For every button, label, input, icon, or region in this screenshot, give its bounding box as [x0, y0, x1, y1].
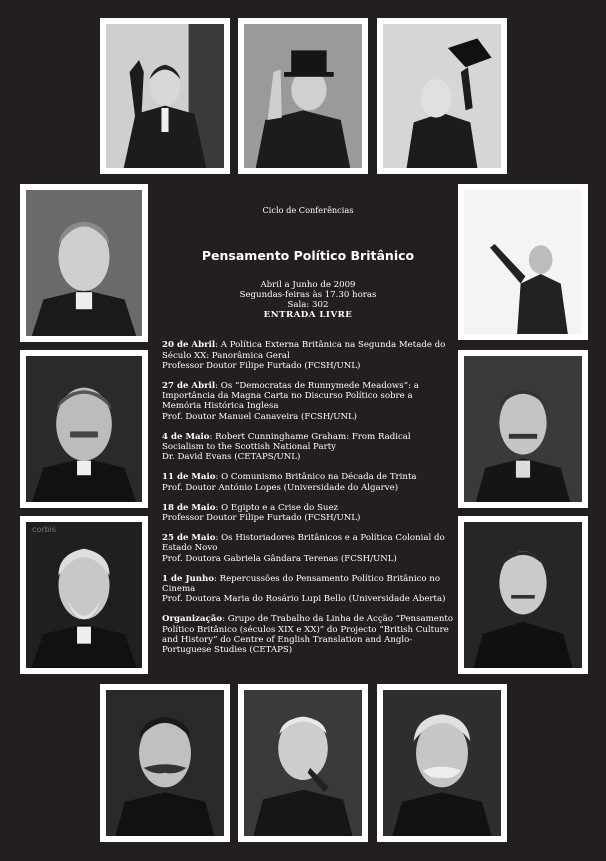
entry-date: 4 de Maio [162, 431, 210, 442]
organization-text: Grupo de Trabalho da Linha de Acção “Pensamento Político Britânico (séculos XIX e XX)” do Projecto “British Culture and History” do Centre of English Translation and Anglo-Portuguese Studies (CETAPS) [162, 614, 454, 656]
portrait-photo-top-3 [377, 18, 507, 174]
entry-title: Os Historiadores Britânicos e a Política Colonial do Estado Novo [162, 533, 445, 554]
entry-speaker: Prof. Doutora Gabriela Gândara Terenas (FCSH/UNL) [162, 553, 397, 564]
portrait-photo-top-1 [100, 18, 230, 174]
entry-date: 1 de Junho [162, 573, 214, 584]
entry-speaker: Professor Doutor Filipe Furtado (FCSH/UNL) [162, 360, 361, 371]
conference-room: Sala: 302 [287, 300, 329, 311]
entry-title: O Comunismo Britânico na Década de Trinta [221, 472, 417, 483]
photo-watermark: corbis [32, 525, 57, 534]
portrait-photo-right-3 [458, 516, 588, 674]
conference-text [162, 205, 454, 665]
portrait-photo-bottom-3 [377, 684, 507, 842]
entry-speaker: Prof. Doutora Maria do Rosário Lupi Bello (Universidade Aberta) [162, 594, 446, 605]
conference-title: Pensamento Político Britânico [201, 248, 415, 264]
entry-title: A Política Externa Britânica na Segunda Metade do Século XX: Panorâmica Geral [162, 340, 446, 361]
conference-time: Segundas-feiras às 17.30 horas [239, 290, 377, 301]
entry-title: O Egipto e a Crise do Suez [221, 502, 339, 513]
program-entry: 4 de Maio: Robert Cunninghame Graham: From Radical Socialism to the Scottish National Party Dr. David Evans (CETAPS/UNL) [162, 431, 411, 463]
conference-cycle: Ciclo de Conferências [262, 205, 354, 215]
conference-dates: Abril a Junho de 2009 [260, 280, 356, 291]
organization-note: Organização: Grupo de Trabalho da Linha de Acção “Pensamento Político Britânico (séculos XIX e XX)” do Projecto “British Culture and History” do Centre of English Translation and Anglo-Portuguese Studies (CETAPS) [162, 614, 454, 656]
program-entry: 1 de Junho: Repercussões do Pensamento Político Britânico no Cinema Prof. Doutora Maria do Rosário Lupi Bello (Universidade Aberta) [162, 573, 446, 605]
portrait-photo-left-3 [20, 516, 148, 674]
entry-speaker: Dr. David Evans (CETAPS/UNL) [162, 452, 301, 463]
entry-speaker: Professor Doutor Filipe Furtado (FCSH/UNL) [162, 513, 361, 524]
entry-title: Robert Cunninghame Graham: From Radical Socialism to the Scottish National Party [162, 431, 411, 453]
program-entry: 27 de Abril: Os “Democratas de Runnymede Meadows”: a Importância da Magna Carta no Discurso Político sobre a Memória Histórica Inglesa Prof. Doutor Manuel Canaveira (FCSH/UNL) [162, 381, 419, 422]
program-entry: 25 de Maio: Os Historiadores Britânicos e a Política Colonial do Estado Novo Prof. Doutora Gabriela Gândara Terenas (FCSH/UNL) [162, 533, 445, 564]
program-list [162, 340, 454, 655]
organization-label: Organização [162, 614, 223, 625]
portrait-photo-top-2 [238, 18, 368, 174]
portrait-photo-right-2 [458, 350, 588, 508]
entry-title: Os “Democratas de Runnymede Meadows”: a Importância da Magna Carta no Discurso Político sobre a Memória Histórica Inglesa [162, 381, 419, 412]
portrait-photo-bottom-2 [238, 684, 368, 842]
portrait-photo-right-1 [458, 184, 588, 340]
entry-date: 20 de Abril [162, 340, 216, 351]
entry-speaker: Prof. Doutor Manuel Canaveira (FCSH/UNL) [162, 411, 358, 422]
portrait-photo-left-2 [20, 350, 148, 508]
entry-date: 27 de Abril [162, 381, 216, 392]
entry-title: Repercussões do Pensamento Político Britânico no Cinema [162, 573, 441, 595]
entry-date: 11 de Maio [162, 472, 216, 483]
entry-date: 25 de Maio [162, 533, 216, 544]
free-entry: ENTRADA LIVRE [263, 310, 353, 321]
entry-speaker: Prof. Doutor António Lopes (Universidade do Algarve) [162, 482, 399, 493]
program-entry: 11 de Maio: O Comunismo Britânico na Década de Trinta Prof. Doutor António Lopes (Universidade do Algarve) [162, 472, 417, 493]
entry-date: 18 de Maio [162, 502, 216, 513]
portrait-photo-bottom-1 [100, 684, 230, 842]
program-entry: 18 de Maio: O Egipto e a Crise do Suez Professor Doutor Filipe Furtado (FCSH/UNL) [162, 502, 361, 524]
portrait-photo-left-1 [20, 184, 148, 342]
program-entry: 20 de Abril: A Política Externa Britânica na Segunda Metade do Século XX: Panorâmica Geral Professor Doutor Filipe Furtado (FCSH/UNL) [162, 340, 446, 371]
